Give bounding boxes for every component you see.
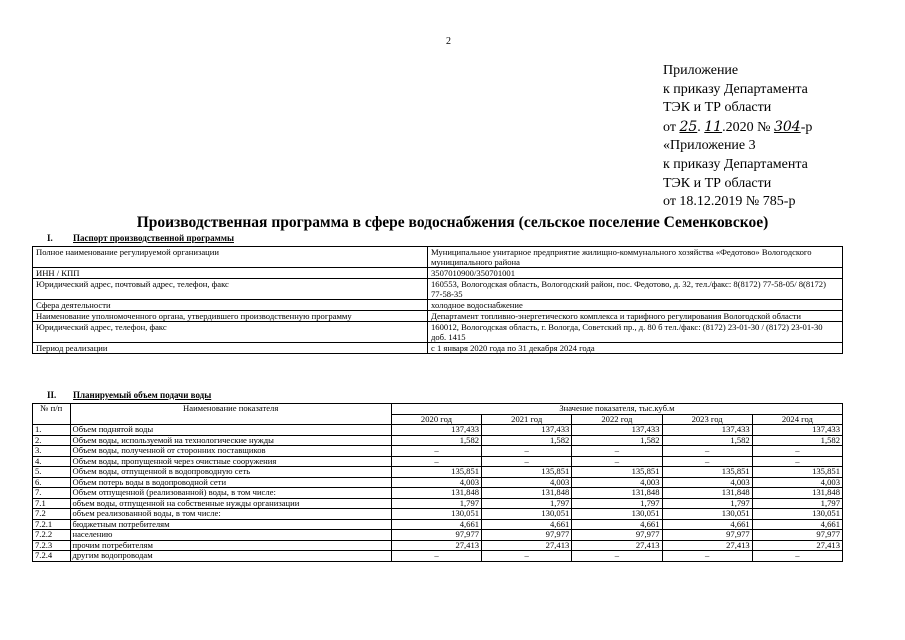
row-name: Объем воды, пропущенной через очистные сооружения — [70, 456, 391, 467]
page-number: 2 — [446, 36, 451, 47]
row-value: 1,582 — [391, 435, 481, 446]
row-value: 130,051 — [391, 509, 481, 520]
row-value: 131,848 — [391, 488, 481, 499]
row-number: 5. — [33, 467, 71, 478]
row-value: 1,797 — [482, 498, 572, 509]
appendix-header — [663, 62, 812, 212]
section-number: II. — [47, 390, 57, 400]
table-row — [33, 247, 843, 268]
row-number: 4. — [33, 456, 71, 467]
row-number: 7.2.4 — [33, 551, 71, 562]
table-row — [33, 425, 843, 436]
row-number: 6. — [33, 477, 71, 488]
section-heading-volume — [47, 390, 211, 400]
row-value: 1,582 — [572, 435, 662, 446]
row-name: Объем поднятой воды — [70, 425, 391, 436]
row-value: 27,413 — [482, 540, 572, 551]
appendix-line: Приложение — [663, 63, 739, 78]
row-number: 7.2 — [33, 509, 71, 520]
document-title: Производственная программа в сфере водоснабжения (сельское поселение Семенковское) — [136, 214, 769, 231]
table-row — [33, 530, 843, 541]
row-name: населению — [70, 530, 391, 541]
order-dot: . — [697, 119, 705, 135]
row-value: 97,977 — [752, 530, 842, 541]
row-value: 131,848 — [572, 488, 662, 499]
table-row — [33, 456, 843, 467]
passport-label: Юридический адрес, телефон, факс — [33, 322, 428, 343]
passport-value: Муниципальное унитарное предприятие жилищно-коммунального хозяйства «Федотово» Вологодского муниципального района — [428, 247, 843, 268]
header-cell-year: 2020 год — [391, 414, 481, 425]
row-value: – — [482, 456, 572, 467]
passport-value: 160553, Вологодская область, Вологодский район, пос. Федотово, д. 32, тел./факс: 8(8172) 77-58-05/ 8(8172) 77-58-35 — [428, 279, 843, 300]
row-value: 131,848 — [662, 488, 752, 499]
row-value: 4,003 — [391, 477, 481, 488]
row-value: 27,413 — [752, 540, 842, 551]
section-title: Планируемый объем подачи воды — [73, 390, 212, 400]
table-row — [33, 551, 843, 562]
row-value: 4,661 — [752, 519, 842, 530]
appendix-line: ТЭК и ТР области — [663, 100, 772, 116]
row-value: 4,003 — [752, 477, 842, 488]
row-value: – — [572, 456, 662, 467]
row-value: 130,051 — [662, 509, 752, 520]
row-value: 27,413 — [662, 540, 752, 551]
row-value: 1,797 — [662, 498, 752, 509]
header-cell-year: 2022 год — [572, 414, 662, 425]
row-value: – — [391, 551, 481, 562]
order-day: 25 — [679, 118, 698, 135]
row-value: 130,051 — [482, 509, 572, 520]
passport-value: с 1 января 2020 года по 31 декабря 2024 года — [428, 343, 843, 354]
row-value: 137,433 — [391, 425, 481, 436]
row-value: 4,661 — [572, 519, 662, 530]
section-number: I. — [47, 233, 53, 243]
passport-value: 160012, Вологодская область, г. Вологда, Советский пр., д. 80 б тел./факс: (8172) 23-01-30 / (8172) 23-01-30 доб. 1415 — [428, 322, 843, 343]
table-row — [33, 343, 843, 354]
passport-label: Наименование уполномоченного органа, утвердившего производственную программу — [33, 311, 428, 322]
appendix-line: к приказу Департамента — [663, 81, 808, 97]
row-value: 137,433 — [482, 425, 572, 436]
row-value: 1,582 — [752, 435, 842, 446]
row-value: 27,413 — [572, 540, 662, 551]
appendix-line: «Приложение 3 — [663, 138, 756, 154]
table-row — [33, 268, 843, 279]
row-number: 7.2.1 — [33, 519, 71, 530]
row-value: 97,977 — [391, 530, 481, 541]
row-value: 135,851 — [572, 467, 662, 478]
table-row — [33, 467, 843, 478]
passport-value: Департамент топливно-энергетического комплекса и тарифного регулирования Вологодской области — [428, 311, 843, 322]
passport-label: Период реализации — [33, 343, 428, 354]
row-value: 1,797 — [572, 498, 662, 509]
order-number: 304 — [773, 118, 801, 135]
table-row — [33, 279, 843, 300]
row-name: Объем воды, полученной от сторонних поставщиков — [70, 446, 391, 457]
row-name: Объем потерь воды в водопроводной сети — [70, 477, 391, 488]
header-cell-no: № п/п — [33, 404, 71, 425]
row-name: Объем воды, используемой на технологические нужды — [70, 435, 391, 446]
passport-value: 3507010900/350701001 — [428, 268, 843, 279]
passport-label: Сфера деятельности — [33, 300, 428, 311]
row-name: объем реализованной воды, в том числе: — [70, 509, 391, 520]
row-value: 131,848 — [482, 488, 572, 499]
row-number: 7.2.2 — [33, 530, 71, 541]
row-value: 4,661 — [662, 519, 752, 530]
row-number: 2. — [33, 435, 71, 446]
row-value: – — [572, 551, 662, 562]
passport-label: Полное наименование регулируемой организации — [33, 247, 428, 268]
table-row — [33, 477, 843, 488]
table-row — [33, 498, 843, 509]
row-value: 97,977 — [662, 530, 752, 541]
table-row — [33, 519, 843, 530]
row-value: 130,051 — [752, 509, 842, 520]
order-prefix: от — [663, 119, 680, 135]
row-value: – — [391, 456, 481, 467]
row-value: 137,433 — [572, 425, 662, 436]
row-value: – — [752, 551, 842, 562]
row-value: – — [662, 456, 752, 467]
section-heading-passport — [47, 233, 234, 243]
row-number: 3. — [33, 446, 71, 457]
row-value: 137,433 — [662, 425, 752, 436]
appendix-order-line — [663, 118, 812, 138]
header-cell-name: Наименование показателя — [70, 404, 391, 425]
row-name: Объем отпущенной (реализованной) воды, в том числе: — [70, 488, 391, 499]
row-value: – — [752, 456, 842, 467]
passport-value: холодное водоснабжение — [428, 300, 843, 311]
row-number: 7.1 — [33, 498, 71, 509]
appendix-line: к приказу Департамента — [663, 156, 808, 172]
row-name: бюджетным потребителям — [70, 519, 391, 530]
row-value: 1,797 — [391, 498, 481, 509]
passport-label: ИНН / КПП — [33, 268, 428, 279]
row-value: – — [572, 446, 662, 457]
row-value: – — [482, 551, 572, 562]
row-value: 97,977 — [482, 530, 572, 541]
row-name: другим водопроводам — [70, 551, 391, 562]
row-value: 135,851 — [391, 467, 481, 478]
table-row — [33, 300, 843, 311]
table-row — [33, 488, 843, 499]
appendix-line: от 18.12.2019 № 785-р — [663, 194, 796, 210]
row-value: 135,851 — [662, 467, 752, 478]
row-value: 4,661 — [482, 519, 572, 530]
passport-table — [32, 246, 843, 354]
row-name: Объем воды, отпущенной в водопроводную сеть — [70, 467, 391, 478]
row-value: 135,851 — [752, 467, 842, 478]
row-number: 1. — [33, 425, 71, 436]
row-value: – — [391, 446, 481, 457]
appendix-line: ТЭК и ТР области — [663, 175, 772, 191]
table-row — [33, 446, 843, 457]
row-value: 4,003 — [662, 477, 752, 488]
row-number: 7. — [33, 488, 71, 499]
row-value: 4,003 — [482, 477, 572, 488]
row-value: 137,433 — [752, 425, 842, 436]
row-value: – — [662, 446, 752, 457]
row-value: 97,977 — [572, 530, 662, 541]
section-title: Паспорт производственной программы — [73, 233, 234, 243]
water-volume-table — [32, 403, 843, 562]
header-cell-year: 2024 год — [752, 414, 842, 425]
passport-label: Юридический адрес, почтовый адрес, телефон, факс — [33, 279, 428, 300]
table-row — [33, 435, 843, 446]
table-header-row — [33, 404, 843, 415]
row-number: 7.2.3 — [33, 540, 71, 551]
order-month: 11 — [704, 118, 723, 135]
row-value: – — [482, 446, 572, 457]
row-value: 130,051 — [572, 509, 662, 520]
row-value: 1,582 — [482, 435, 572, 446]
row-value: 1,797 — [752, 498, 842, 509]
header-cell-values: Значение показателя, тыс.куб.м — [391, 404, 842, 415]
header-cell-year: 2023 год — [662, 414, 752, 425]
order-suffix: -р — [800, 119, 813, 135]
order-year: .2020 № — [722, 119, 774, 135]
header-cell-year: 2021 год — [482, 414, 572, 425]
row-value: 4,003 — [572, 477, 662, 488]
table-row — [33, 540, 843, 551]
row-value: – — [662, 551, 752, 562]
row-value: 4,661 — [391, 519, 481, 530]
row-name: прочим потребителям — [70, 540, 391, 551]
row-value: 135,851 — [482, 467, 572, 478]
table-row — [33, 311, 843, 322]
row-value: – — [752, 446, 842, 457]
table-row — [33, 322, 843, 343]
row-value: 1,582 — [662, 435, 752, 446]
row-value: 27,413 — [391, 540, 481, 551]
row-name: объем воды, отпущенной на собственные нужды организации — [70, 498, 391, 509]
row-value: 131,848 — [752, 488, 842, 499]
table-row — [33, 509, 843, 520]
